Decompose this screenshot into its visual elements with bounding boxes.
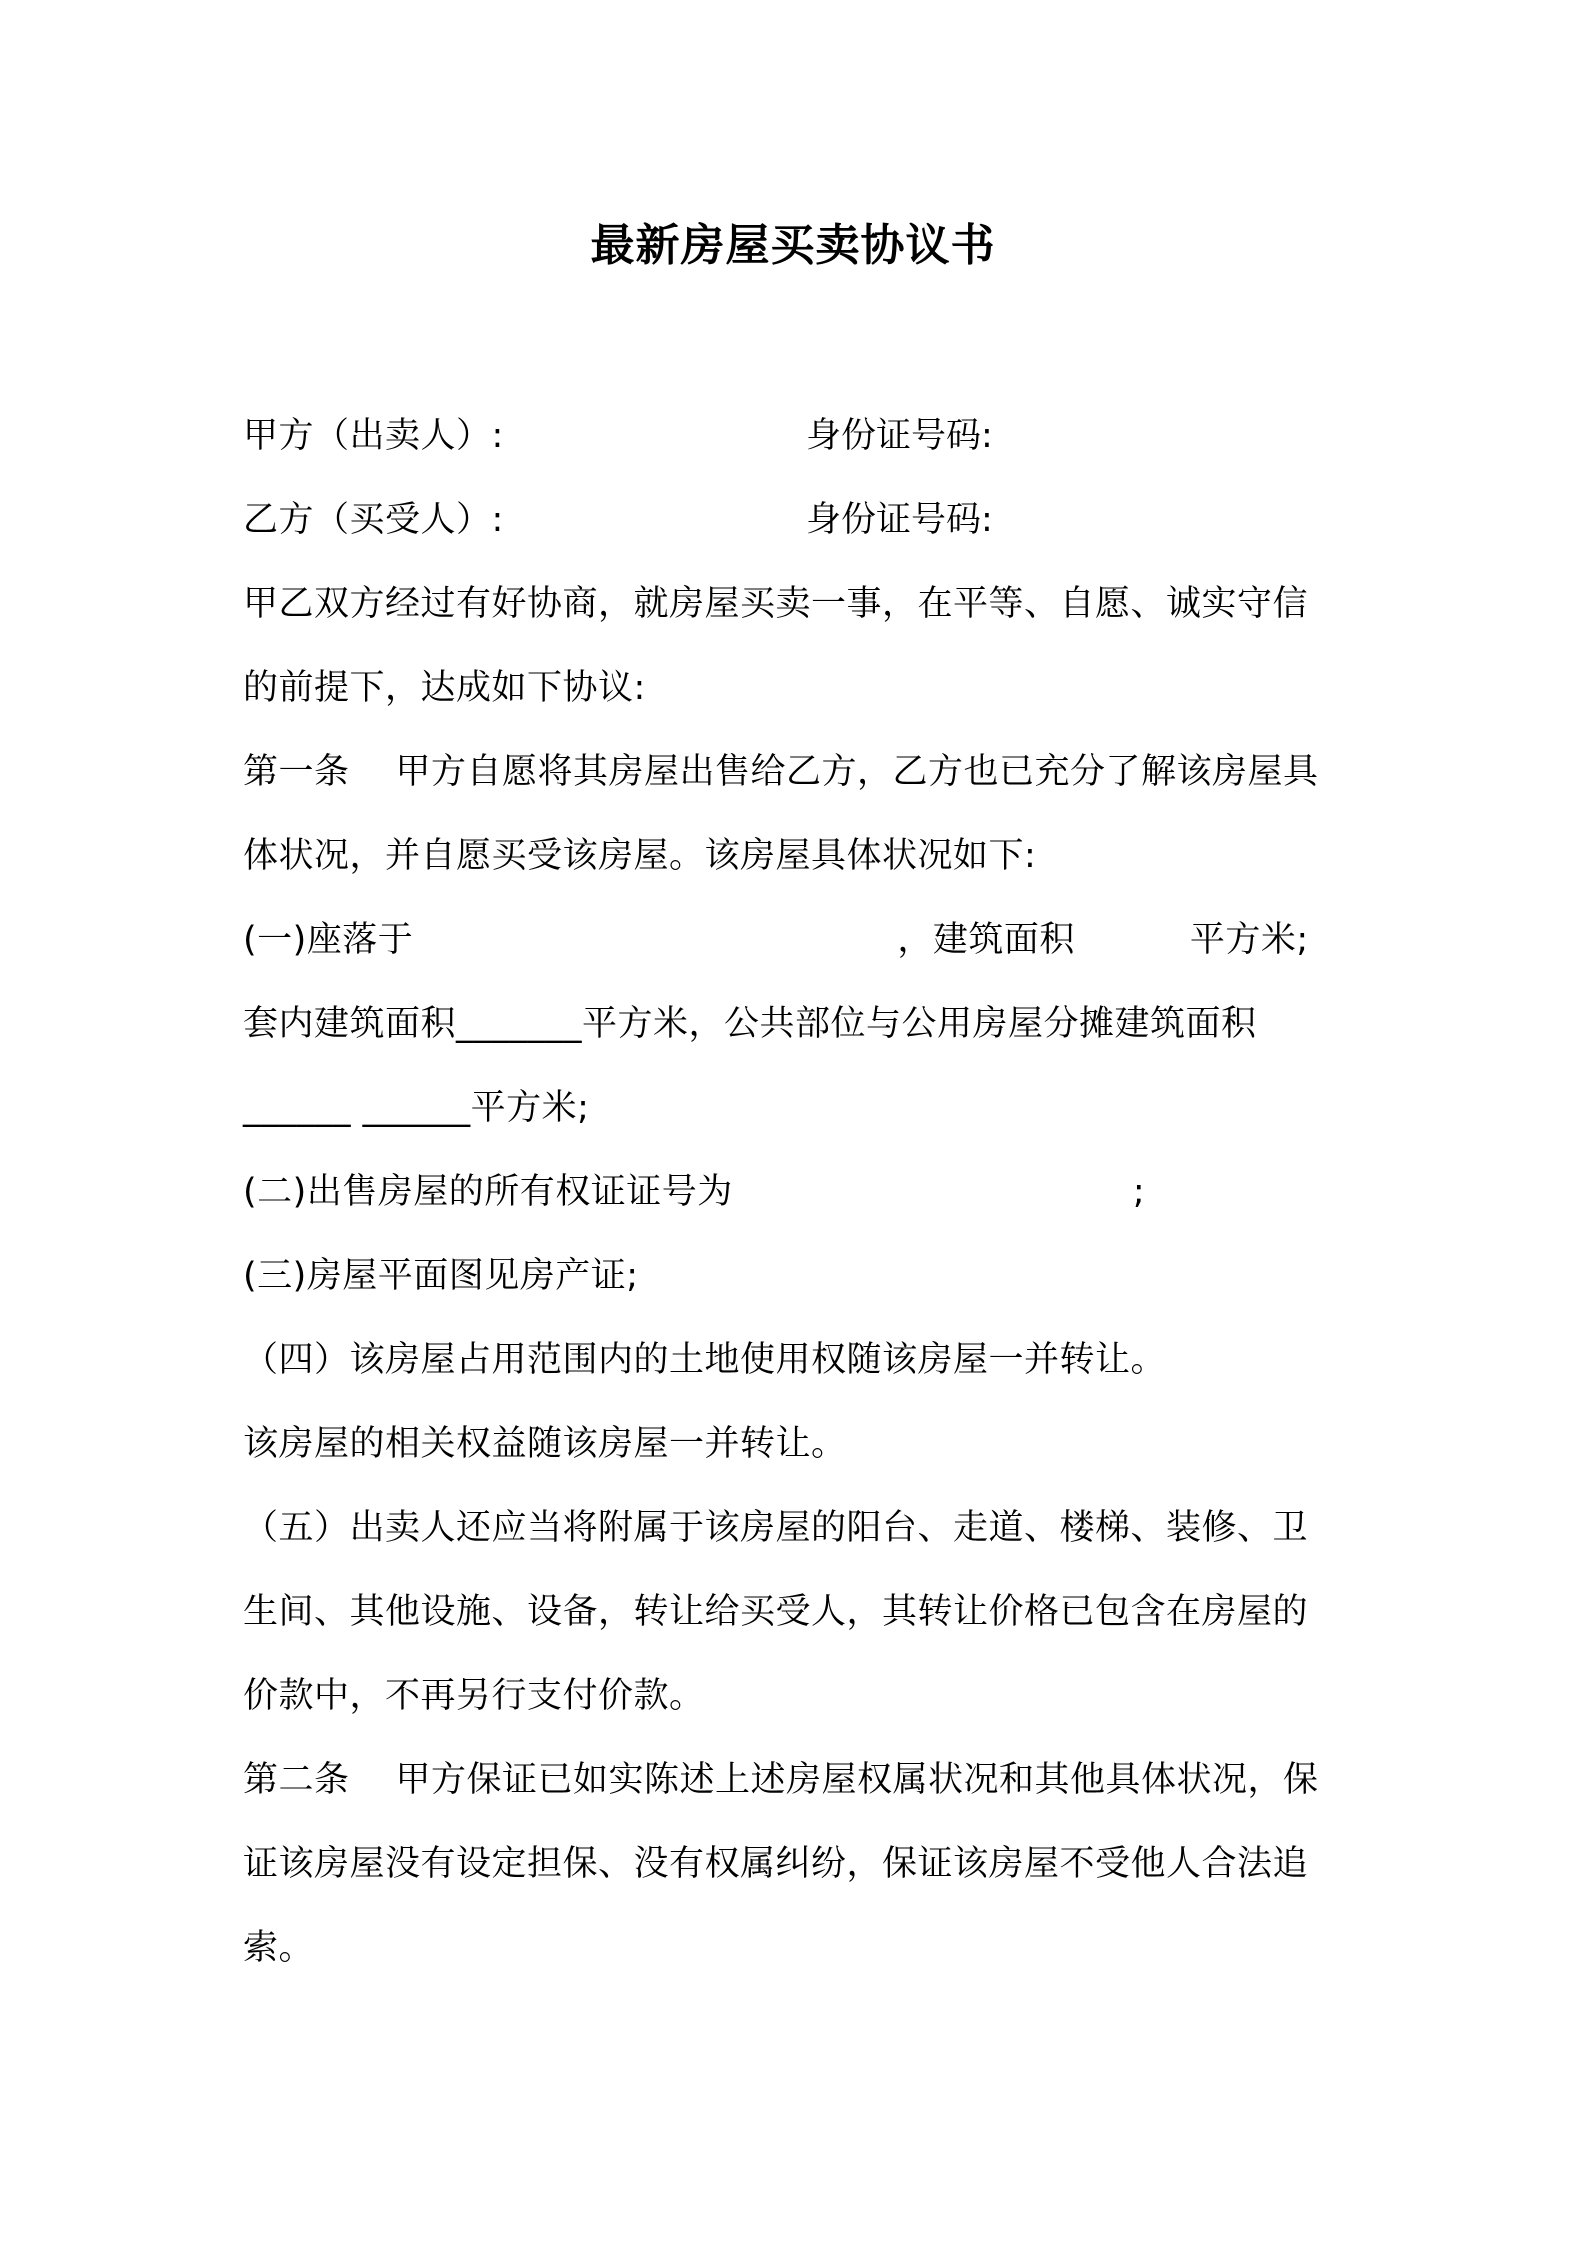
item-1-line-3: ______ ______平方米; <box>243 1088 590 1128</box>
item-1-line-1 <box>243 916 1309 964</box>
intro-line-2: 的前提下，达成如下协议: <box>243 668 646 708</box>
item-5-line-2: 生间、其他设施、设备，转让给买受人，其转让价格已包含在房屋的 <box>243 1592 1309 1632</box>
item-1-location-label: (一)座落于 <box>243 920 414 960</box>
item-1-line-2: 套内建筑面积_______平方米，公共部位与公用房屋分摊建筑面积 <box>243 1004 1257 1044</box>
article-1-line-2: 体状况，并自愿买受该房屋。该房屋具体状况如下: <box>243 836 1037 876</box>
article-2-line-3: 索。 <box>243 1928 315 1968</box>
item-4-line-1: （四）该房屋占用范围内的土地使用权随该房屋一并转让。 <box>243 1340 1167 1380</box>
article-1-line-1 <box>243 748 1319 796</box>
intro-line-1: 甲乙双方经过有好协商，就房屋买卖一事，在平等、自愿、诚实守信 <box>243 584 1309 624</box>
party-b-id-label: 身份证号码: <box>806 500 993 540</box>
item-2-end: ; <box>1132 1172 1146 1212</box>
item-4-line-2: 该房屋的相关权益随该房屋一并转让。 <box>243 1424 847 1464</box>
article-1-text: 甲方自愿将其房屋出售给乙方，乙方也已充分了解该房屋具 <box>395 752 1319 792</box>
article-2-line-2: 证该房屋没有设定担保、没有权属纠纷，保证该房屋不受他人合法追 <box>243 1844 1309 1884</box>
item-3-line: (三)房屋平面图见房产证; <box>243 1256 639 1296</box>
party-a-label: 甲方（出卖人）: <box>243 416 504 456</box>
article-2-line-1 <box>243 1756 1319 1804</box>
item-1-area-label: ，建筑面积 <box>897 920 1075 960</box>
item-5-line-3: 价款中，不再另行支付价款。 <box>243 1676 705 1716</box>
article-2-text: 甲方保证已如实陈述上述房屋权属状况和其他具体状况，保 <box>395 1760 1319 1800</box>
document-title: 最新房屋买卖协议书 <box>590 220 996 271</box>
item-1-unit: 平方米; <box>1189 920 1309 960</box>
item-2-line <box>243 1168 1145 1216</box>
item-5-line-1: （五）出卖人还应当将附属于该房屋的阳台、走道、楼梯、装修、卫 <box>243 1508 1309 1548</box>
article-1-heading: 第一条 <box>243 752 350 792</box>
article-2-heading: 第二条 <box>243 1760 350 1800</box>
party-a-id-label: 身份证号码: <box>806 416 993 456</box>
party-b-label: 乙方（买受人）: <box>243 500 504 540</box>
item-2-label: (二)出售房屋的所有权证证号为 <box>243 1172 733 1212</box>
